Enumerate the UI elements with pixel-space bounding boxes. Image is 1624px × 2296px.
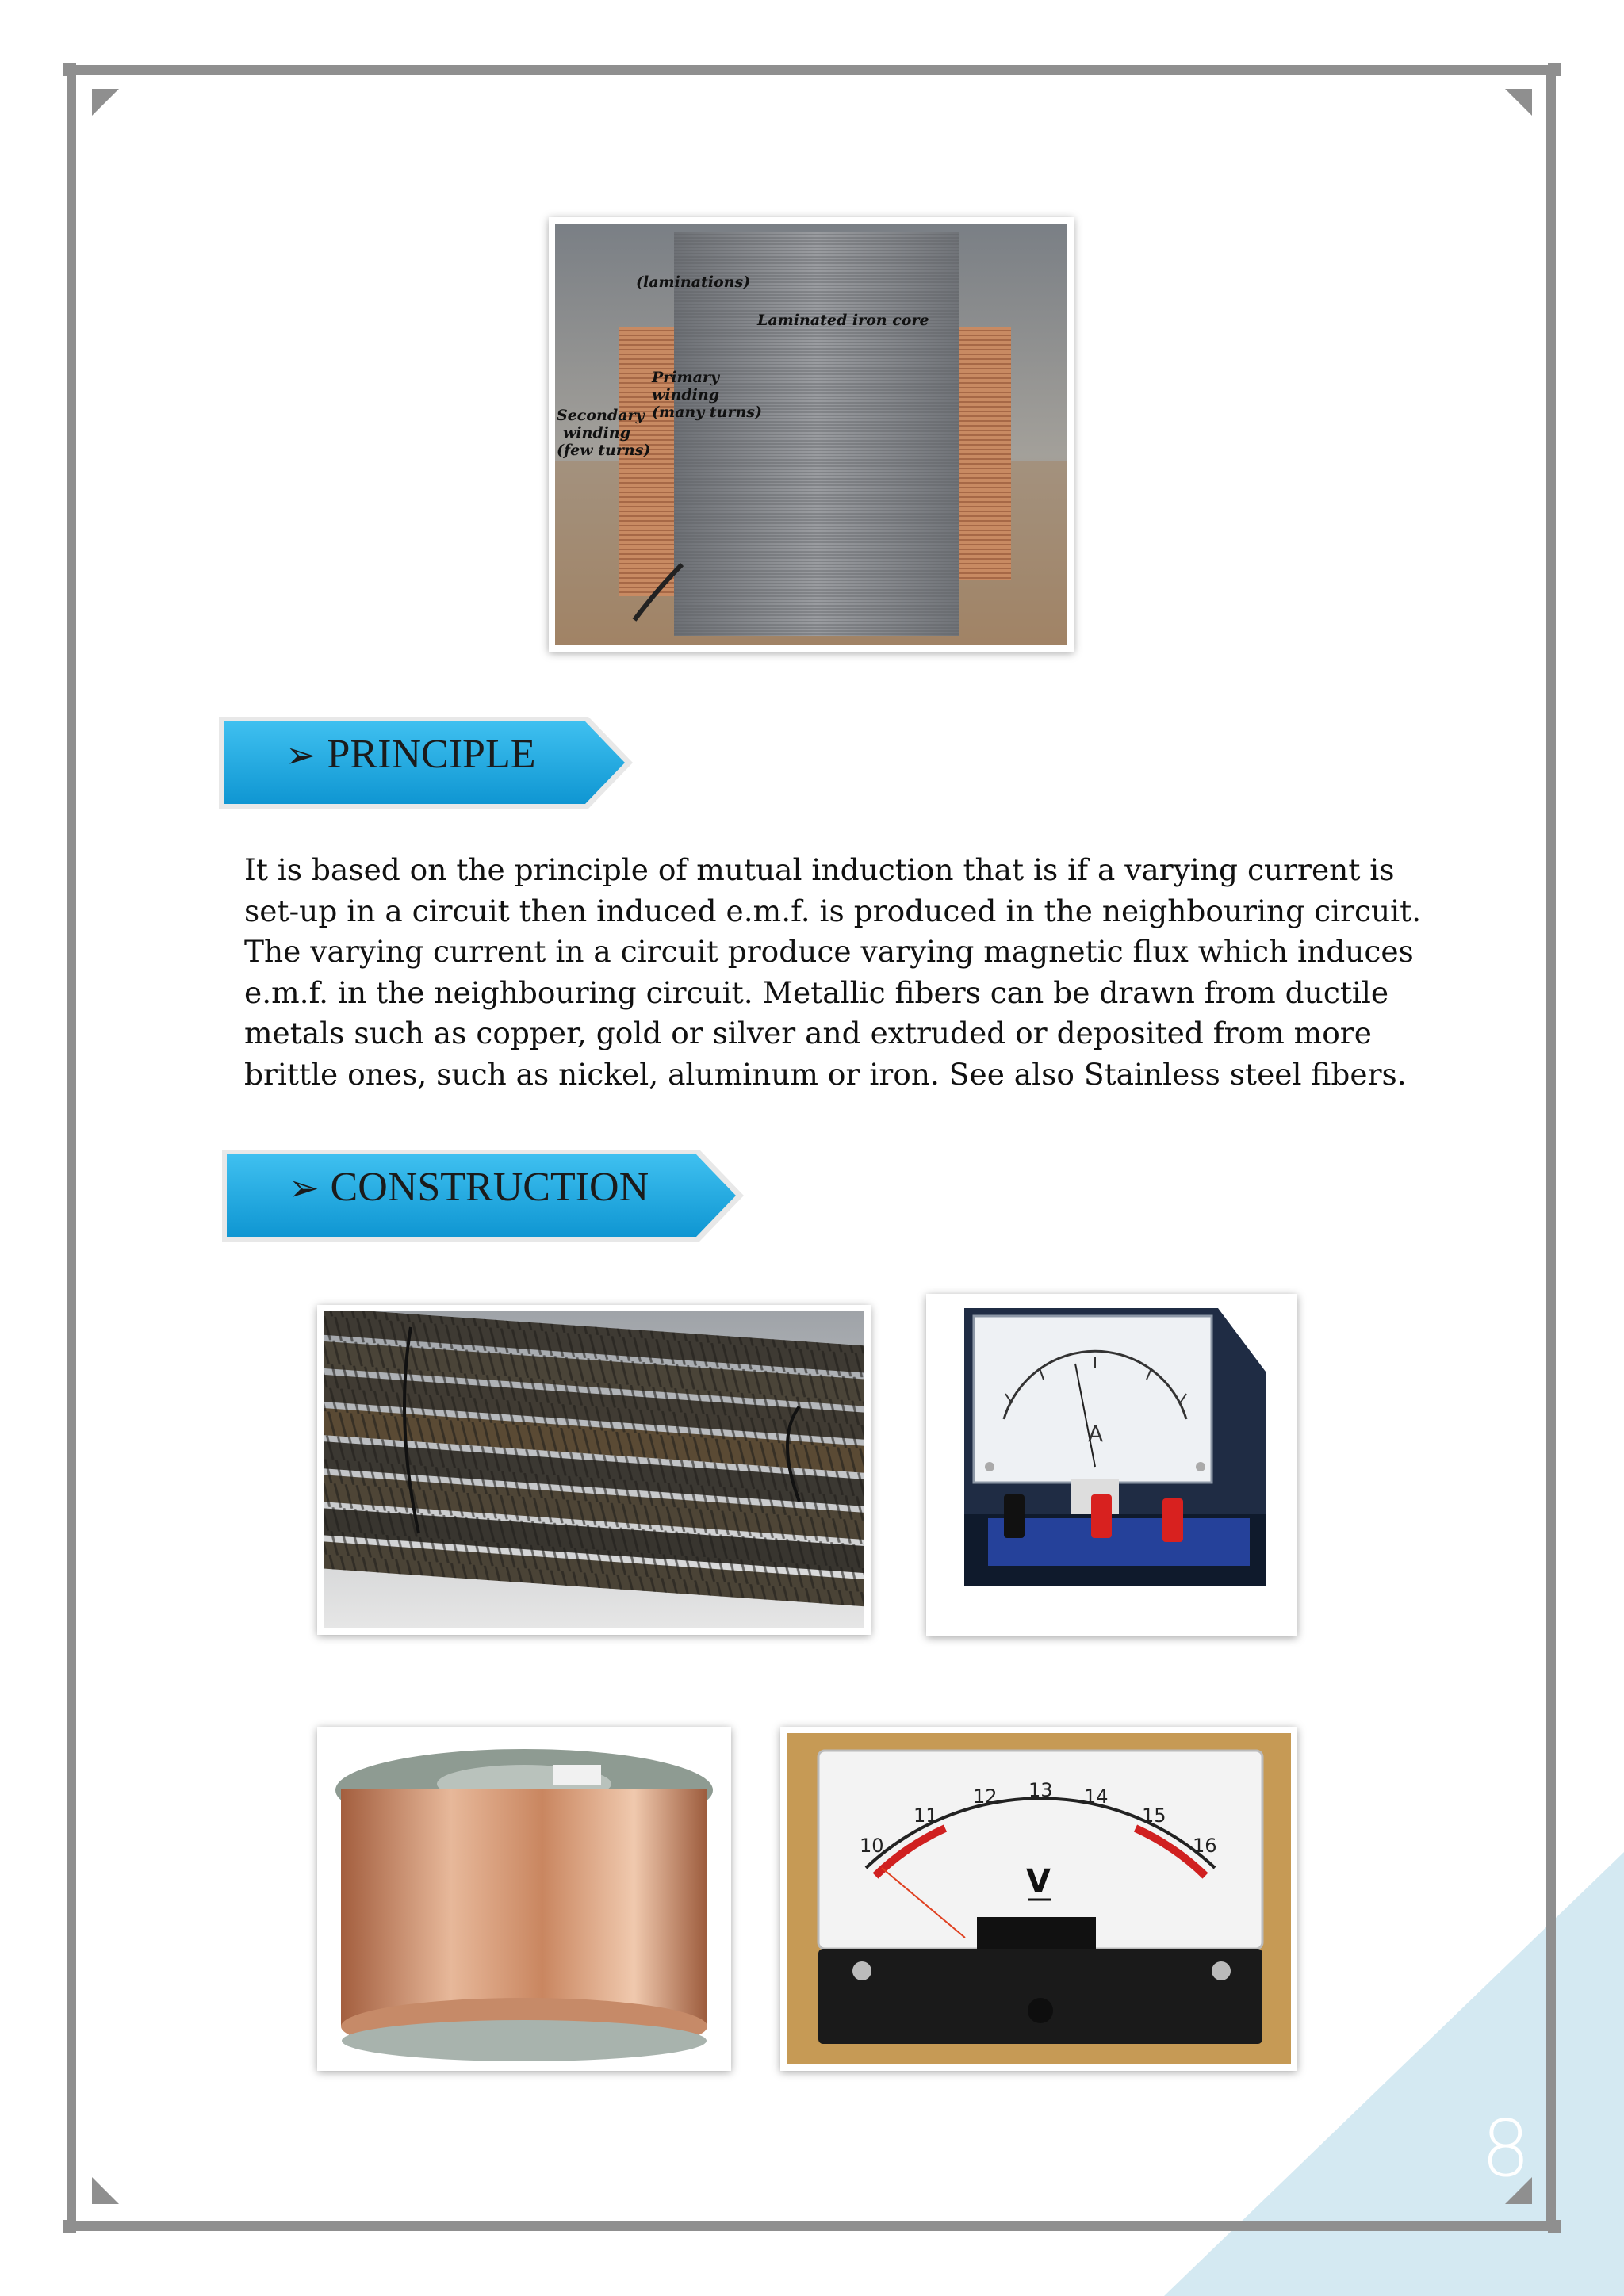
arrow-bullet-icon: ➢ [285,735,316,775]
principle-heading [216,714,636,801]
label-primary-2: winding [652,386,719,404]
principle-heading-text: PRINCIPLE [327,732,536,777]
scale-tick-10: 10 [860,1835,884,1857]
frame-corner [63,2220,76,2233]
scale-tick-14: 14 [1084,1785,1109,1808]
ammeter-symbol: A [1088,1421,1104,1447]
copper-spool-photo [317,1727,731,2071]
page-number: 8 [1480,2104,1530,2195]
principle-paragraph: It is based on the principle of mutual induction that is if a varying current is set-up in a circuit then induced e.m.f. is produced in the neighbouring circuit. The varying current in a circuit produce varying magnetic flux which induces e.m.f. in the neighbouring circuit. Metallic fibers can be drawn from ductile metals such as copper, gold or silver and extruded or deposited from more brittle ones, such as nickel, aluminum or iron. See also Stainless steel fibers. [244,852,1422,1092]
scale-tick-12: 12 [973,1785,998,1808]
frame-corner-triangle [92,2177,119,2204]
terminal-red [1091,1494,1112,1538]
label-secondary-1: Secondary [557,407,645,424]
scale-tick-13: 13 [1028,1779,1053,1801]
coil-right [956,327,1011,580]
label-core: Laminated iron core [757,312,929,329]
terminal-black [1004,1494,1025,1538]
construction-heading-text: CONSTRUCTION [330,1165,649,1210]
label-primary-3: (many turns) [652,404,762,421]
label-secondary-2: winding [563,424,630,442]
label-laminations: (laminations) [636,274,751,291]
frame-corner-triangle [1505,89,1532,116]
label-primary-1: Primary [652,369,719,386]
iron-rods-photo [317,1305,871,1635]
voltmeter-photo [780,1727,1297,2071]
scale-tick-16: 16 [1193,1835,1217,1857]
frame-corner [1548,63,1561,76]
secondary-coil-left [619,327,674,596]
frame-corner [63,63,76,76]
ammeter-photo [926,1294,1297,1636]
voltmeter-symbol: V [1026,1863,1051,1900]
frame-corner [1548,2220,1561,2233]
construction-heading [219,1146,747,1234]
terminal-red [1162,1498,1183,1542]
scale-tick-15: 15 [1142,1804,1166,1827]
arrow-bullet-icon: ➢ [289,1168,320,1208]
label-secondary-3: (few turns) [557,442,651,459]
scale-tick-11: 11 [914,1804,938,1827]
frame-corner-triangle [92,89,119,116]
transformer-photo [549,217,1074,652]
